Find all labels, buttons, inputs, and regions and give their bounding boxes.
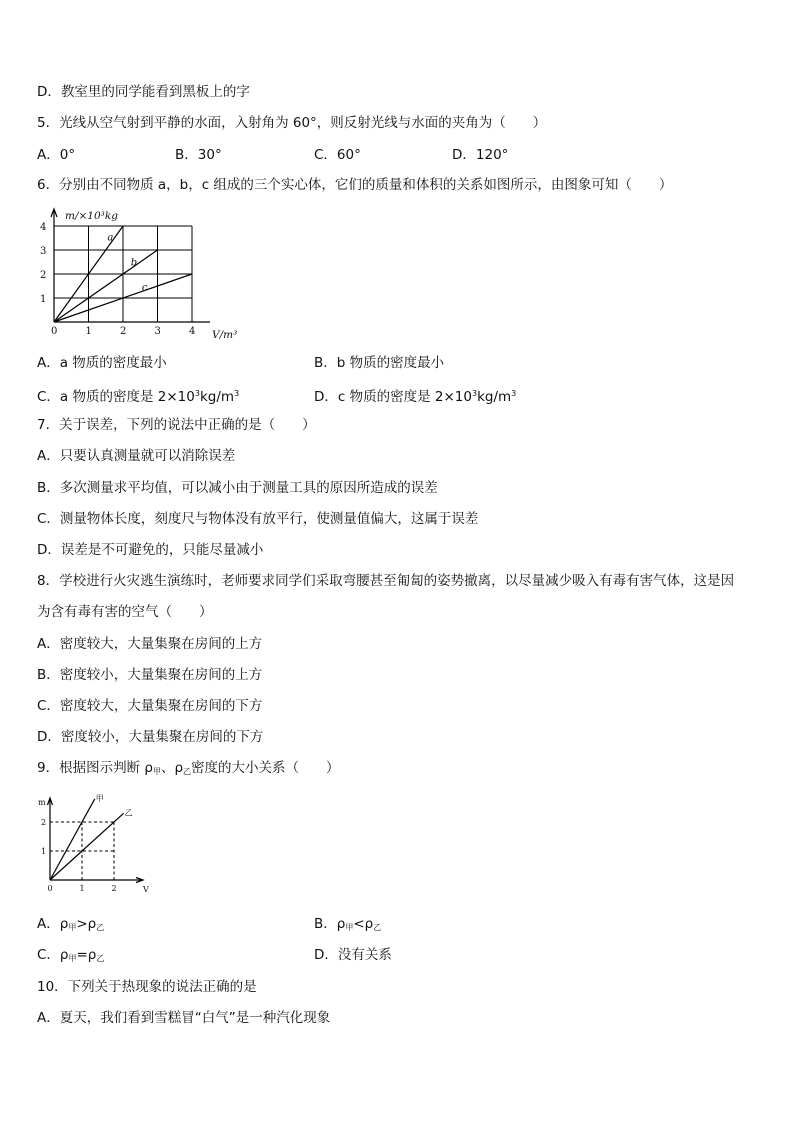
q8-option-a[interactable]: A．密度较大，大量集聚在房间的上方 (37, 636, 263, 652)
q9-option-d[interactable]: D．没有关系 (314, 947, 392, 963)
q7-option-c[interactable]: C．测量物体长度，刻度尺与物体没有放平行，使测量值偏大，这属于误差 (37, 511, 479, 527)
q9-y-axis-label: m (38, 798, 46, 807)
q10-question: 10．下列关于热现象的说法正确的是 (37, 979, 257, 995)
q9-x-tick-label: 1 (79, 884, 85, 893)
q10-option-a[interactable]: A．夏天，我们看到雪糕冒“白气”是一种汽化现象 (37, 1010, 331, 1026)
q7-option-a[interactable]: A．只要认真测量就可以消除误差 (37, 448, 236, 464)
q6-x-tick-label: 4 (189, 326, 196, 337)
q6-x-tick-label: 2 (120, 326, 127, 337)
q8-question-line2: 为含有毒有害的空气（ ） (37, 604, 213, 620)
q6-series-label-b: b (130, 257, 138, 269)
q6-y-tick-label: 2 (40, 270, 47, 281)
q5-option-d[interactable]: D．120° (452, 147, 509, 163)
q5-option-a[interactable]: A．0° (37, 147, 76, 163)
q9-y-tick-label: 1 (41, 847, 47, 856)
q5-question: 5．光线从空气射到平静的水面，入射角为 60°，则反射光线与水面的夹角为（ ） (37, 115, 547, 131)
q6-x-tick-label: 1 (85, 326, 92, 337)
q6-series-label-c: c (141, 282, 148, 294)
q6-option-c[interactable]: C．a 物质的密度是 $2\times 10^3kg/m^3$ (37, 389, 240, 405)
q9-mass-volume-graph (32, 793, 157, 895)
q6-option-b[interactable]: B．b 物质的密度最小 (314, 355, 445, 371)
q9-x-tick-label: 0 (47, 884, 53, 893)
q6-y-tick-label: 3 (40, 246, 47, 257)
q8-option-c[interactable]: C．密度较大，大量集聚在房间的下方 (37, 698, 263, 714)
q6-y-axis-label: m/×10³kg (65, 210, 118, 222)
q7-question: 7．关于误差，下列的说法中正确的是（ ） (37, 417, 316, 433)
q9-series-label-甲: 甲 (95, 793, 104, 803)
q7-option-b[interactable]: B．多次测量求平均值，可以减小由于测量工具的原因所造成的误差 (37, 480, 438, 496)
q5-option-b[interactable]: B．30° (175, 147, 222, 163)
q6-x-tick-label: 0 (51, 326, 58, 337)
q9-option-a[interactable]: A．$\rho_甲>\rho_乙$ (37, 916, 105, 932)
q9-series-line-甲 (50, 799, 95, 880)
q6-x-tick-label: 3 (154, 326, 161, 337)
q8-option-b[interactable]: B．密度较小，大量集聚在房间的上方 (37, 667, 263, 683)
q6-series-label-a: a (107, 232, 114, 244)
q6-graph-tick-labels (40, 222, 195, 337)
q6-mass-volume-graph (30, 203, 245, 345)
q9-x-tick-label: 2 (111, 884, 117, 893)
q9-series-label-乙: 乙 (124, 808, 133, 818)
q6-y-tick-label: 1 (40, 294, 47, 305)
q9-option-b[interactable]: B．$\rho_甲<\rho_乙$ (314, 916, 382, 932)
q5-option-c[interactable]: C．60° (314, 147, 361, 163)
q6-option-d[interactable]: D．c 物质的密度是 $2\times 10^3kg/m^3$ (314, 389, 517, 405)
q7-option-d[interactable]: D．误差是不可避免的，只能尽量减小 (37, 542, 264, 558)
q9-question: 9．根据图示判断 $\rho_甲$、$\rho_乙$密度的大小关系（ ） (37, 760, 340, 776)
q9-option-c[interactable]: C．$\rho_甲=\rho_乙$ (37, 947, 105, 963)
q9-x-axis-label: V (143, 885, 149, 894)
q6-option-a[interactable]: A．a 物质的密度最小 (37, 355, 167, 371)
q8-option-d[interactable]: D．密度较小，大量集聚在房间的下方 (37, 729, 264, 745)
q6-y-tick-label: 4 (40, 222, 47, 233)
q9-graph-series (50, 794, 133, 880)
q6-x-axis-label: V/m³ (212, 329, 238, 341)
q9-series-line-乙 (50, 813, 124, 880)
q9-y-tick-label: 2 (41, 818, 47, 827)
q6-question: 6．分别由不同物质 a，b，c 组成的三个实心体，它们的质量和体积的关系如图所示，由图象可知（ ） (37, 177, 673, 193)
q4-option-d: D．教室里的同学能看到黑板上的字 (37, 84, 250, 100)
q8-question-line1: 8．学校进行火灾逃生演练时，老师要求同学们采取弯腰甚至匍匐的姿势撤离，以尽量减少吸入有毒有害气体，这是因 (37, 573, 735, 589)
